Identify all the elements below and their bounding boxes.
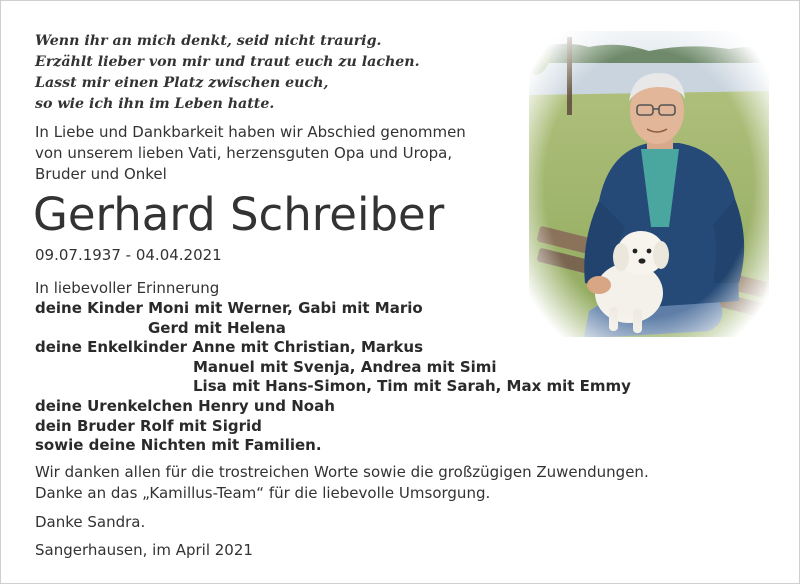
thanks-text (35, 462, 649, 533)
family-line: Lisa mit Hans-Simon, Tim mit Sarah, Max mit Emmy (193, 377, 631, 396)
family-line: dein Bruder Rolf mit Sigrid (35, 416, 262, 435)
family-line: Gerd mit Helena (148, 318, 286, 337)
poem (35, 31, 420, 115)
intro-line: In Liebe und Dankbarkeit haben wir Abschied genommen (35, 123, 466, 141)
thanks-sandra: Danke Sandra. (35, 513, 146, 531)
deceased-name: Gerhard Schreiber (33, 188, 445, 241)
intro-text (35, 122, 466, 185)
family-line: sowie deine Nichten mit Familien. (35, 436, 322, 455)
poem-line: so wie ich ihn im Leben hatte. (35, 96, 275, 112)
family-line: deine Urenkelchen Henry und Noah (35, 396, 335, 415)
portrait-photo (529, 31, 769, 337)
family-line: deine Kinder Moni mit Werner, Gabi mit Mario (35, 299, 423, 317)
place-date: Sangerhausen, im April 2021 (35, 541, 253, 559)
intro-line: von unserem lieben Vati, herzensguten Opa und Uropa, (35, 144, 453, 162)
family-line: Manuel mit Svenja, Andrea mit Simi (193, 357, 497, 376)
memory-heading: In liebevoller Erinnerung (35, 279, 220, 297)
thanks-line: Wir danken allen für die trostreichen Worte sowie die großzügigen Zuwendungen. (35, 463, 649, 481)
family-line: deine Enkelkinder Anne mit Christian, Markus (35, 338, 424, 357)
thanks-line: Danke an das „Kamillus-Team“ für die liebevolle Umsorgung. (35, 484, 491, 502)
poem-line: Wenn ihr an mich denkt, seid nicht traurig. (35, 33, 382, 49)
life-dates: 09.07.1937 - 04.04.2021 (35, 246, 222, 264)
poem-line: Lasst mir einen Platz zwischen euch, (35, 75, 329, 91)
intro-line: Bruder und Onkel (35, 165, 167, 183)
poem-line: Erzählt lieber von mir und traut euch zu lachen. (35, 54, 420, 70)
